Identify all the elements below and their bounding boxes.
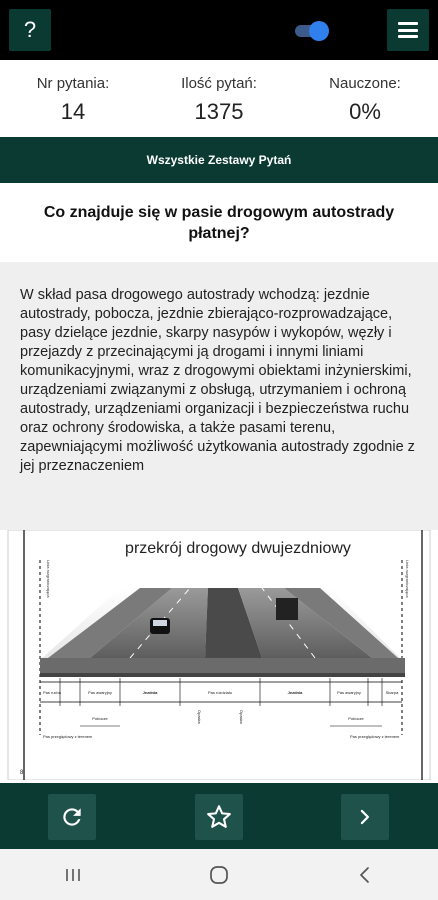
pobocze-label-left: Pobocze [92, 716, 108, 721]
cross-section-label: Pas awaryjny [337, 690, 361, 695]
opaska-label-right: Opaska [239, 710, 244, 724]
home-button[interactable] [189, 855, 249, 895]
chevron-right-icon [354, 806, 376, 828]
favorite-button[interactable] [195, 794, 243, 840]
road-cross-section-figure [0, 530, 438, 780]
refresh-button[interactable] [48, 794, 96, 840]
next-question-button[interactable] [341, 794, 389, 840]
stat-value: 1375 [194, 99, 244, 124]
cross-section-label: Jezdnia [142, 690, 158, 695]
answer-panel [0, 262, 438, 530]
help-button[interactable] [9, 9, 51, 51]
stat-value: 14 [60, 99, 86, 124]
toggle-knob [309, 21, 329, 41]
right-edge-label: Linia rozgraniczająca [405, 560, 410, 598]
stat-total-questions [146, 60, 292, 137]
menu-button[interactable] [387, 9, 429, 51]
back-button[interactable] [335, 855, 395, 895]
answer-text: W skład pasa drogowego autostrady wchodzą: jezdnie autostrady, pobocza, jezdnie zbierająco-rozprowadzające, pasy dzielące jezdnie, skarpy nasypów i wykopów, węzły i przejazdy z przecinającymi ją drogami i innymi liniami komunikacyjnymi, wraz z drogowymi obiektami inżynierskimi, urządzeniami związanymi z obsługą, utrzymaniem i ochroną autostrady, urządzeniami organizacji i bezpieczeństwa ruchu oraz ochrony środowiska, a także pasami terenu, zapewniającymi możliwość użytkowania autostrady zgodnie z jej przeznaczeniem [20, 287, 415, 474]
pobocze-label-right: Pobocze [348, 716, 364, 721]
mode-toggle-switch[interactable] [293, 20, 331, 42]
system-navigation-bar [0, 849, 438, 900]
stat-label: Nr pytania: [36, 75, 110, 92]
cross-section-label: Skarpa [385, 690, 399, 695]
cross-section-label: Pas rozdziału [207, 690, 233, 695]
hamburger-menu-icon [398, 22, 418, 38]
figure-page-marker: 8 [20, 770, 24, 776]
opaska-label-left: Opaska [197, 710, 202, 724]
back-icon [358, 866, 372, 884]
refresh-icon [59, 804, 85, 830]
recents-icon [64, 867, 82, 883]
cross-section-label: Pas awaryjny [88, 690, 112, 695]
cross-section-label: Pas ruchu [42, 690, 62, 695]
left-edge-label: Linia rozgraniczająca [46, 560, 51, 598]
pas-przegladowy-label-left: Pas przeględowy z terenem [43, 734, 93, 739]
figure-title: przekrój drogowy dwujezdniowy [125, 540, 351, 557]
home-icon [209, 865, 229, 885]
question-text: Co znajduje się w pasie drogowym autostrady płatnej? [43, 204, 395, 242]
help-icon: ? [23, 17, 37, 42]
pas-przegladowy-label-right: Pas przeględowy z terenem [350, 734, 400, 739]
stat-label: Ilość pytań: [181, 75, 257, 92]
bottom-action-bar [0, 783, 438, 849]
stats-row [0, 60, 438, 137]
stat-question-number [0, 60, 146, 137]
stat-label: Nauczone: [329, 75, 401, 92]
cross-section-label: Jezdnia [287, 690, 303, 695]
star-outline-icon [205, 803, 233, 831]
stat-value: 0% [349, 99, 381, 124]
stat-learned [292, 60, 438, 137]
top-app-bar [0, 0, 438, 60]
recents-button[interactable] [43, 855, 103, 895]
question-set-banner[interactable]: Wszystkie Zestawy Pytań [0, 137, 438, 183]
